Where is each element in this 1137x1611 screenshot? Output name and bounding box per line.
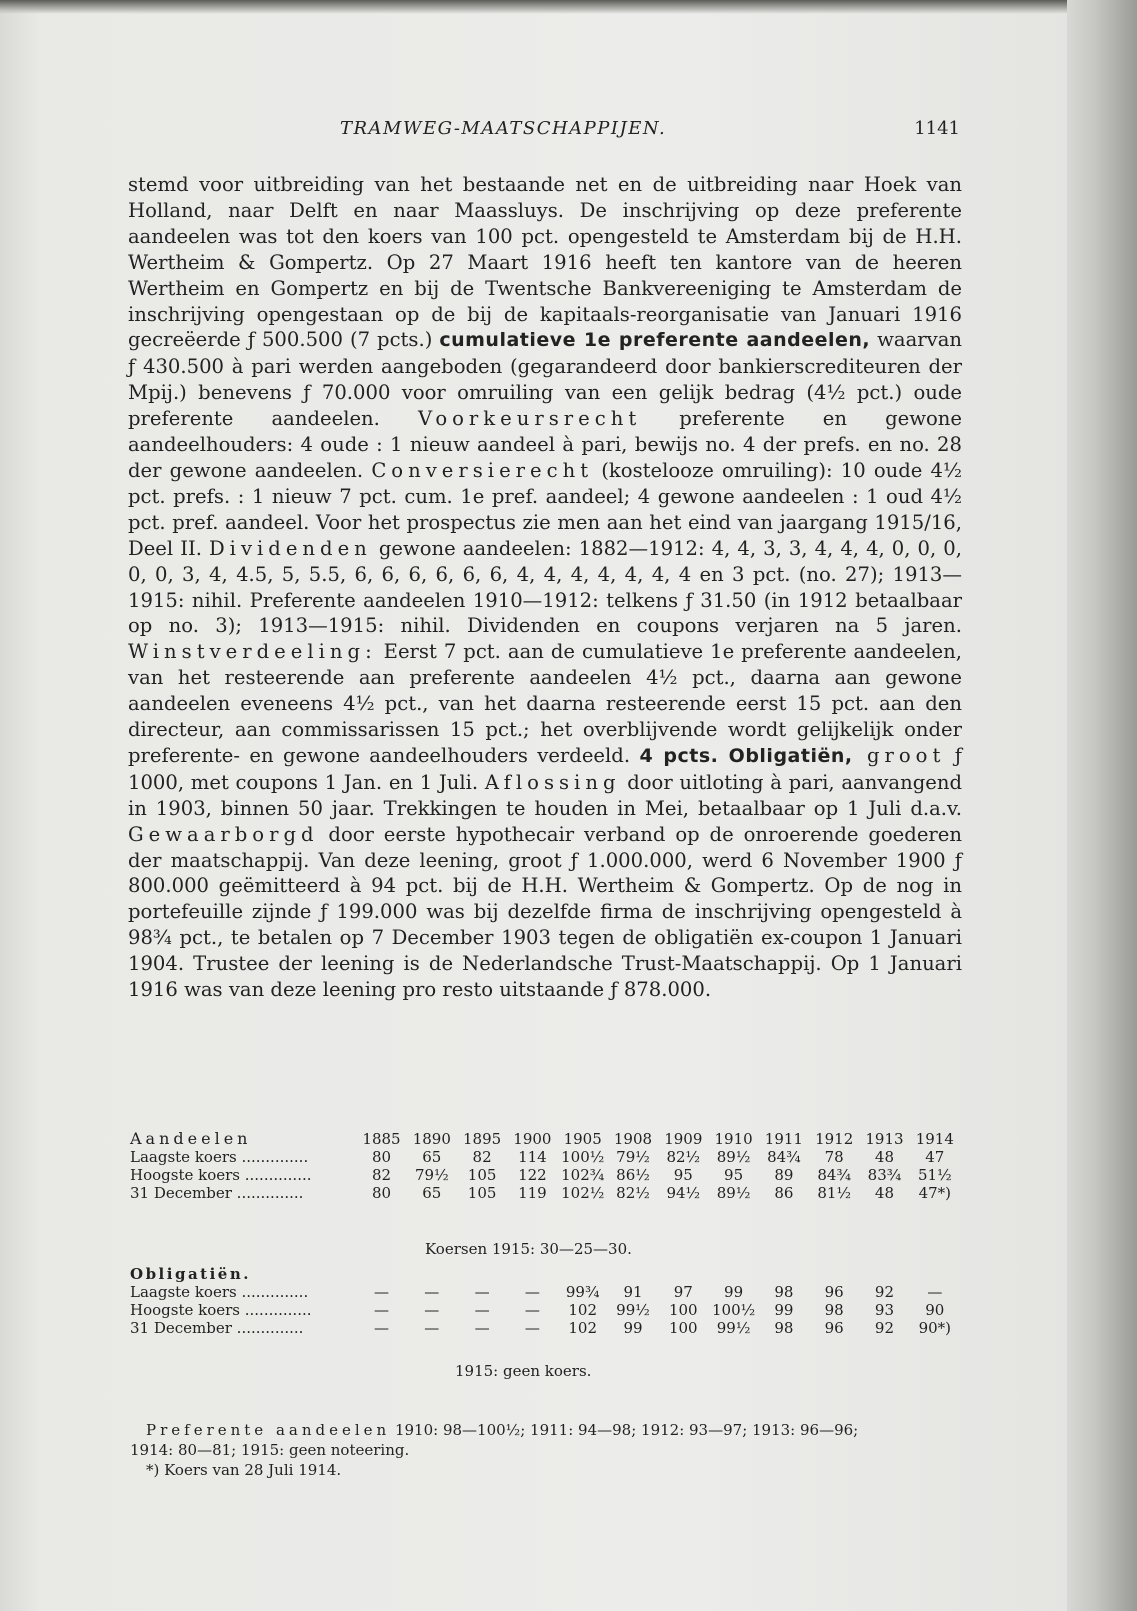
aflossing-term: Aflossing bbox=[484, 770, 621, 794]
table-cell: 92 bbox=[874, 1319, 895, 1337]
table-cell: 96 bbox=[824, 1319, 844, 1337]
running-title: TRAMWEG-MAATSCHAPPIJEN. bbox=[340, 118, 667, 139]
preferente-line-2: 1914: 80—81; 1915: geen noteering. bbox=[130, 1441, 410, 1459]
table-cell: 47*) bbox=[918, 1184, 952, 1202]
row-label: Laagste koers .............. bbox=[130, 1283, 309, 1301]
table-cell: 80 bbox=[371, 1148, 392, 1166]
row-label: Hoogste koers .............. bbox=[130, 1301, 312, 1319]
gewaarborgd-term: Gewaarborgd bbox=[128, 822, 319, 846]
table-cell: 84¾ bbox=[817, 1166, 851, 1184]
table-cell: 99½ bbox=[716, 1319, 751, 1337]
table-cell: — bbox=[424, 1283, 440, 1301]
table-cell: 47 bbox=[925, 1148, 945, 1166]
table-cell: 86 bbox=[774, 1184, 794, 1202]
voorkeursrecht-term: Voorkeursrecht bbox=[417, 407, 642, 431]
table-cell: 78 bbox=[824, 1148, 844, 1166]
preferente-koersen: 1910: 98—100½; 1911: 94—98; 1912: 93—97; 1913: 96—96; bbox=[390, 1421, 859, 1439]
year-header: 1890 bbox=[412, 1130, 451, 1148]
table-cell: — bbox=[474, 1301, 490, 1319]
table-cell: 122 bbox=[518, 1166, 547, 1184]
table-cell: — bbox=[524, 1301, 540, 1319]
table-cell: 94½ bbox=[666, 1184, 701, 1202]
year-header: 1908 bbox=[613, 1130, 653, 1148]
winstverdeeling-term: Winstverdeeling: bbox=[128, 640, 377, 664]
preferente-label: Preferente aandeelen bbox=[146, 1421, 391, 1439]
table-cell: — bbox=[374, 1319, 389, 1337]
table-cell: 105 bbox=[467, 1166, 497, 1184]
table-cell: 81½ bbox=[817, 1184, 851, 1202]
table-header-row bbox=[130, 1265, 960, 1283]
year-header: 1909 bbox=[664, 1130, 703, 1148]
empty-header bbox=[356, 1265, 406, 1283]
table-row bbox=[130, 1283, 960, 1301]
empty-header bbox=[558, 1265, 608, 1283]
table-cell: 102 bbox=[568, 1301, 598, 1319]
table-cell: 95 bbox=[724, 1166, 744, 1184]
year-header: 1905 bbox=[563, 1130, 602, 1148]
book-spine-edge bbox=[1067, 0, 1137, 1611]
table-cell: 82½ bbox=[616, 1184, 650, 1202]
table-cell: 100 bbox=[668, 1301, 698, 1319]
table-cell: 65 bbox=[422, 1148, 442, 1166]
table-cell: — bbox=[474, 1283, 490, 1301]
table-cell: 93 bbox=[874, 1301, 895, 1319]
table-cell: 90 bbox=[925, 1301, 945, 1319]
cumulatieve-heading: cumulatieve 1e preferente aandeelen, bbox=[439, 329, 871, 352]
table-cell: 100½ bbox=[561, 1148, 605, 1166]
table-cell: 105 bbox=[467, 1184, 497, 1202]
row-label: 31 December .............. bbox=[130, 1319, 304, 1337]
year-header: 1914 bbox=[915, 1130, 954, 1148]
year-header: 1885 bbox=[362, 1130, 401, 1148]
conversierecht-term: Conversierecht bbox=[371, 458, 594, 482]
table-cell: 80 bbox=[371, 1184, 392, 1202]
table-cell: — bbox=[474, 1319, 490, 1337]
table-cell: — bbox=[374, 1301, 389, 1319]
table-row bbox=[130, 1184, 960, 1202]
table-cell: — bbox=[424, 1319, 440, 1337]
year-header: 1895 bbox=[463, 1130, 502, 1148]
table-cell: 89 bbox=[774, 1166, 794, 1184]
table-cell: 95 bbox=[673, 1166, 693, 1184]
table-heading: Obligatiën. bbox=[130, 1265, 251, 1283]
page-top-edge bbox=[0, 0, 1137, 14]
table-cell: 92 bbox=[874, 1283, 895, 1301]
empty-header bbox=[708, 1265, 758, 1283]
table-cell: 114 bbox=[518, 1148, 547, 1166]
table-cell: 51½ bbox=[917, 1166, 952, 1184]
obligatien-heading: 4 pcts. Obligatiën, bbox=[639, 744, 853, 767]
year-header: 1911 bbox=[764, 1130, 803, 1148]
year-header: 1912 bbox=[815, 1130, 854, 1148]
table-cell: 79½ bbox=[616, 1148, 650, 1166]
table-cell: 89½ bbox=[716, 1184, 751, 1202]
table-cell: 99 bbox=[774, 1301, 794, 1319]
body-text bbox=[128, 172, 962, 1003]
table-cell: 98 bbox=[774, 1283, 794, 1301]
table-cell: 84¾ bbox=[767, 1148, 801, 1166]
empty-header bbox=[507, 1265, 557, 1283]
table-cell: — bbox=[374, 1283, 389, 1301]
table-cell: — bbox=[927, 1283, 943, 1301]
table-heading: Aandeelen bbox=[130, 1129, 252, 1148]
table-cell: 82½ bbox=[666, 1148, 701, 1166]
table-cell: 99 bbox=[623, 1319, 643, 1337]
empty-header bbox=[658, 1265, 708, 1283]
year-header: 1910 bbox=[714, 1130, 753, 1148]
empty-header bbox=[608, 1265, 658, 1283]
empty-header bbox=[859, 1265, 909, 1283]
table-cell: 119 bbox=[518, 1184, 547, 1202]
table-cell: 82 bbox=[472, 1148, 492, 1166]
main-paragraph: stemd voor uitbreiding van het bestaande net en de uitbreiding naar Hoek van Holland, naar Delft en naar Maassluys. De inschrijving op deze preferente aandeelen was tot den koers van 100 pct. opengesteld te Amsterdam bij de H.H. Wertheim & Gompertz. Op 27 Maart 1916 heeft ten kantore van de heeren Wertheim en Gompertz en bij de Twentsche Bankvereeniging te Amsterdam de inschrijving opengestaan op de bij de kapitaals-reorganisatie van Januari 1916 gecreëerde ƒ 500.500 (7 pcts.) cumulatieve 1e preferente aandeelen, waarvan ƒ 430.500 à pari werden aangeboden (gegarandeerd door bankierscrediteuren der Mpij.) benevens ƒ 70.000 voor omruiling van een gelijk bedrag (4½ pct.) oude preferente aandeelen. Voorkeursrecht preferente en gewone aandeelhouders: 4 oude : 1 nieuw aandeel à pari, bewijs no. 4 der prefs. en no. 28 der gewone aandeelen. Conversierecht (kostelooze omruiling): 10 oude 4½ pct. prefs. : 1 nieuw 7 pct. cum. 1e pref. aandeel; 4 gewone aandeelen : 1 oud 4½ pct. pref. aandeel. Voor het prospectus zie men aan het eind van jaargang 1915/16, Deel II. Dividenden gewone aandeelen: 1882—1912: 4, 4, 3, 3, 4, 4, 4, 0, 0, 0, 0, 0, 3, 4, 4.5, 5, 5.5, 6, 6, 6, 6, 6, 6, 4, 4, 4, 4, 4, 4, 4 en 3 pct. (no. 27); 1913—1915: nihil. Preferente aandeelen 1910—1912: telkens ƒ 31.50 (in 1912 betaalbaar op no. 3); 1913—1915: nihil. Dividenden en coupons verjaren na 5 jaren. Winstverdeeling: Eerst 7 pct. aan de cumulatieve 1e preferente aandeelen, van het resteerende aan preferente aandeelen 4½ pct., daarna aan gewone aandeelen eveneens 4½ pct., van het daarna resteerende eerst 15 pct. aan den directeur, aan commissarissen 15 pct.; het overblijvende wordt gelijkelijk onder preferente- en gewone aandeelhouders verdeeld. 4 pcts. Obligatiën, groot ƒ 1000, met coupons 1 Jan. en 1 Juli. Aflossing door uitloting à pari, aanvangend in 1903, binnen 50 jaar. Trekkingen te houden in Mei, betaalbaar op 1 Juli d.a.v. Gewaarborgd door eerste hypothecair verband op de onroerende goederen der maatschappij. Van deze leening, groot ƒ 1.000.000, werd 6 November 1900 ƒ 800.000 geëmitteerd à 94 pct. bij de H.H. Wertheim & Gompertz. Op de nog in portefeuille zijnde ƒ 199.000 was bij dezelfde firma de inschrijving opengesteld à 98¾ pct., te betalen op 7 December 1903 tegen de obligatiën ex-coupon 1 Januari 1904. Trustee der leening is de Nederlandsche Trust-Maatschappij. Op 1 Januari 1916 was van deze leening pro resto uitstaande ƒ 878.000. bbox=[128, 173, 962, 1002]
table-cell: 82 bbox=[371, 1166, 392, 1184]
empty-header bbox=[910, 1265, 960, 1283]
table-row bbox=[130, 1301, 960, 1319]
empty-header bbox=[407, 1265, 457, 1283]
running-header bbox=[130, 118, 960, 148]
obligatien-table bbox=[130, 1265, 960, 1337]
table-row bbox=[130, 1319, 960, 1337]
table-cell: 98 bbox=[774, 1319, 794, 1337]
table-cell: 65 bbox=[422, 1184, 442, 1202]
preferente-line bbox=[130, 1420, 960, 1440]
table-cell: 79½ bbox=[414, 1166, 449, 1184]
table-cell: 99½ bbox=[616, 1301, 650, 1319]
table-header-row bbox=[130, 1130, 960, 1148]
table-row bbox=[130, 1148, 960, 1166]
table-cell: 100½ bbox=[712, 1301, 756, 1319]
table-cell: 99¾ bbox=[565, 1283, 600, 1301]
empty-header bbox=[759, 1265, 809, 1283]
empty-header bbox=[457, 1265, 507, 1283]
table-cell: 98 bbox=[824, 1301, 844, 1319]
dividenden-term: Dividenden bbox=[208, 536, 372, 560]
table-cell: 90*) bbox=[918, 1319, 952, 1337]
table-cell: 99 bbox=[724, 1283, 744, 1301]
table-cell: 86½ bbox=[616, 1166, 650, 1184]
table-cell: 89½ bbox=[716, 1148, 751, 1166]
table-cell: 102 bbox=[568, 1319, 598, 1337]
empty-header bbox=[809, 1265, 859, 1283]
row-label: 31 December .............. bbox=[130, 1184, 304, 1202]
table-cell: 102½ bbox=[561, 1184, 605, 1202]
table-cell: 91 bbox=[623, 1283, 643, 1301]
table-cell: — bbox=[524, 1283, 540, 1301]
table-cell: 48 bbox=[874, 1148, 895, 1166]
aandeelen-table bbox=[130, 1130, 960, 1202]
footnote: *) Koers van 28 Juli 1914. bbox=[146, 1461, 342, 1479]
row-label: Hoogste koers .............. bbox=[130, 1166, 312, 1184]
table-cell: 102¾ bbox=[561, 1166, 605, 1184]
year-header: 1913 bbox=[865, 1130, 904, 1148]
year-header: 1900 bbox=[513, 1130, 552, 1148]
page-number: 1141 bbox=[914, 118, 960, 139]
table-cell: 96 bbox=[824, 1283, 844, 1301]
table-cell: 100 bbox=[668, 1319, 698, 1337]
table-row bbox=[130, 1166, 960, 1184]
koersen-1915-note: Koersen 1915: 30—25—30. bbox=[425, 1240, 632, 1258]
table-cell: — bbox=[424, 1301, 440, 1319]
row-label: Laagste koers .............. bbox=[130, 1148, 309, 1166]
table-cell: 48 bbox=[874, 1184, 895, 1202]
obligatien-1915-note: 1915: geen koers. bbox=[455, 1362, 592, 1380]
table-cell: 83¾ bbox=[867, 1166, 902, 1184]
table-cell: 97 bbox=[673, 1283, 693, 1301]
table-cell: — bbox=[524, 1319, 540, 1337]
footer-block bbox=[130, 1420, 960, 1480]
